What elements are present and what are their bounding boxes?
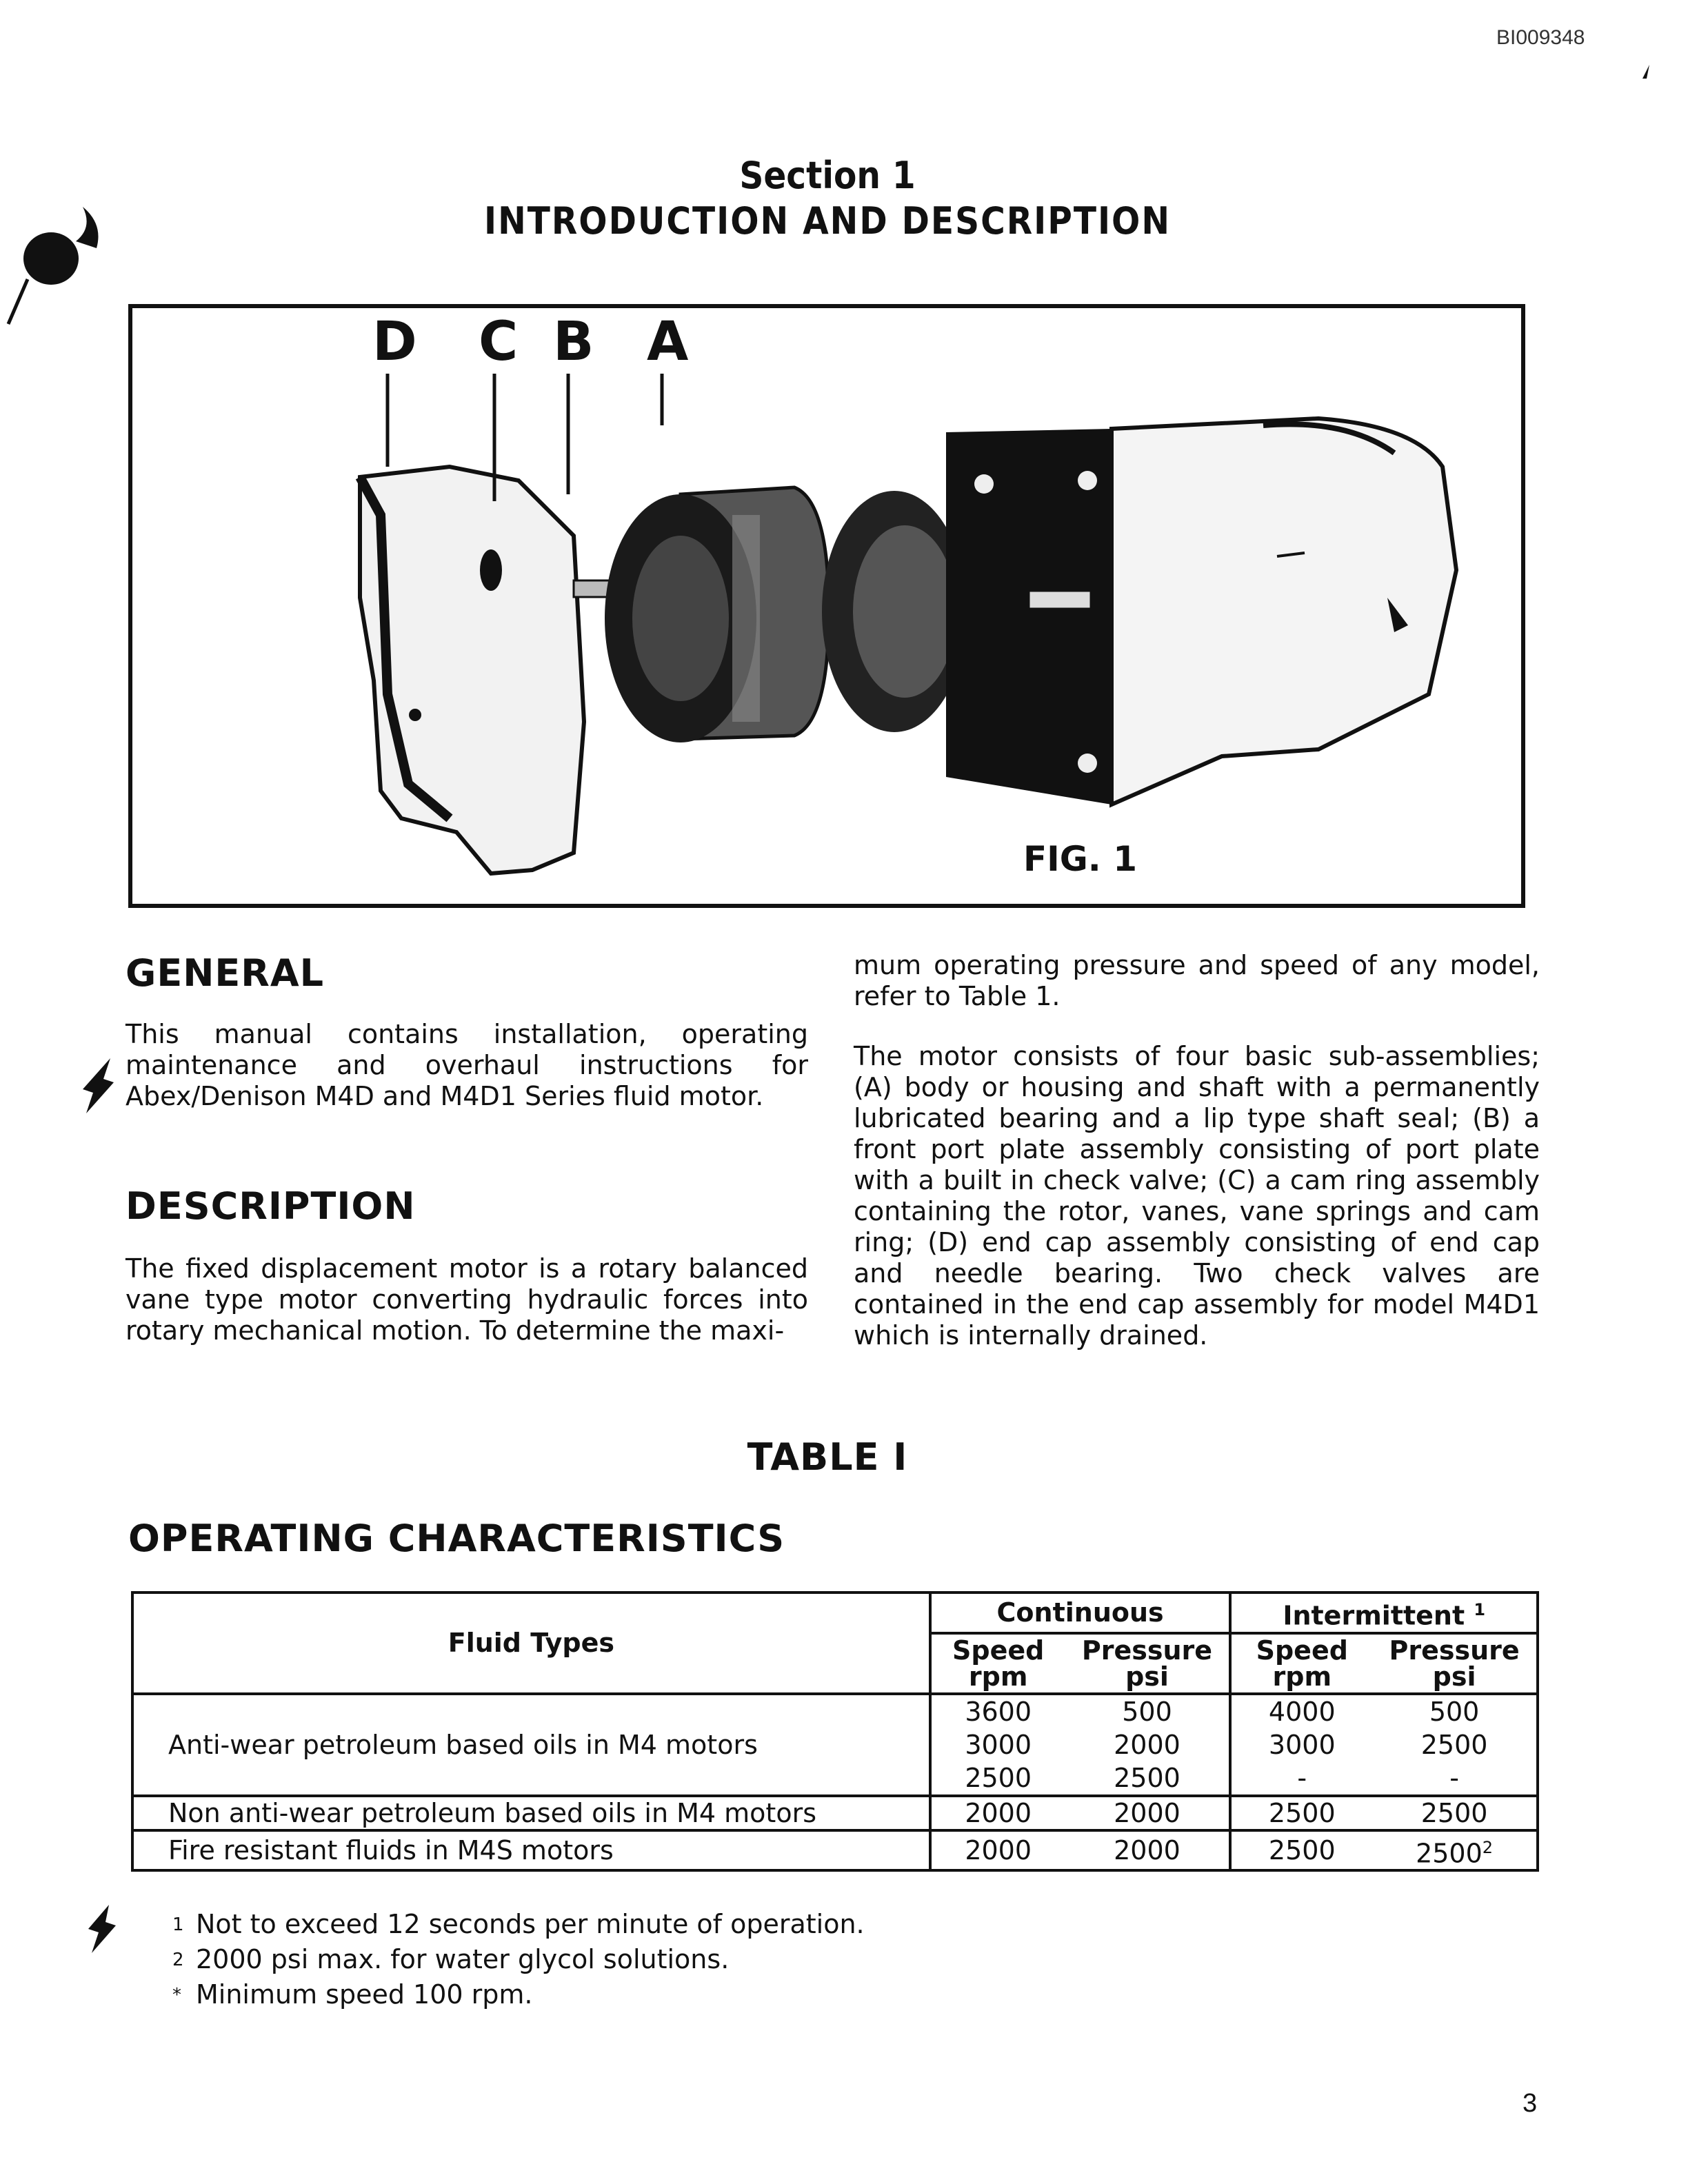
- fluid-types-label: Fluid Types: [448, 1628, 615, 1659]
- table-row: [132, 1694, 1538, 1796]
- value: 4000: [1268, 1696, 1336, 1727]
- footnote-item: [172, 1907, 865, 1942]
- value: 2000: [1114, 1729, 1180, 1760]
- int-pressure-cell: [1372, 1694, 1538, 1796]
- value: 3600: [965, 1696, 1032, 1727]
- cont-pressure-cell: 2000: [1065, 1830, 1231, 1871]
- value: 3000: [1268, 1729, 1336, 1760]
- header-int-speed: [1230, 1633, 1372, 1694]
- value: 2500: [1420, 1729, 1488, 1760]
- figure-label-d: D: [372, 311, 417, 373]
- page-number: 3: [1523, 2089, 1538, 2118]
- cont-speed-cell: 2000: [930, 1796, 1065, 1830]
- section-heading: [0, 153, 1655, 244]
- value: 500: [1122, 1696, 1172, 1727]
- value: 2500: [1114, 1762, 1180, 1793]
- rpm-label: rpm: [968, 1661, 1028, 1692]
- fluid-cell: Anti-wear petroleum based oils in M4 motors: [132, 1694, 930, 1796]
- table-title: TABLE I: [747, 1435, 908, 1479]
- section-number: Section 1: [739, 154, 916, 197]
- motor-exploded-illustration: [132, 308, 1521, 904]
- int-speed-cell: 2500: [1230, 1796, 1372, 1830]
- general-text: This manual contains installation, operating maintenance and overhaul instructions for Abex/Denison M4D and M4D1 Series fluid motor.: [125, 1019, 808, 1111]
- int-pressure-cell: 2500: [1372, 1796, 1538, 1830]
- value: -: [1449, 1762, 1459, 1793]
- cont-speed-cell: [930, 1694, 1065, 1796]
- cont-pressure-cell: 2000: [1065, 1796, 1231, 1830]
- footnote-text: 2000 psi max. for water glycol solutions.: [196, 1944, 730, 1974]
- header-cont-speed: [930, 1633, 1065, 1694]
- cont-pressure-cell: [1065, 1694, 1231, 1796]
- footnote-mark: 1: [172, 1914, 184, 1935]
- header-fluid-types: [132, 1593, 930, 1694]
- header-intermittent: [1230, 1593, 1538, 1633]
- figure-1: [128, 304, 1525, 908]
- figure-label-b: B: [553, 311, 594, 373]
- footnote-text: Not to exceed 12 seconds per minute of operation.: [196, 1909, 865, 1939]
- continuous-label: Continuous: [996, 1597, 1164, 1628]
- cont-speed-cell: 2000: [930, 1830, 1065, 1871]
- int-pressure-cell: [1372, 1830, 1538, 1871]
- value: 2500: [1416, 1838, 1483, 1869]
- pressure-label: Pressure: [1389, 1635, 1520, 1666]
- table-subtitle: OPERATING CHARACTERISTICS: [128, 1517, 785, 1560]
- header-continuous: [930, 1593, 1231, 1633]
- intermittent-label: Intermittent: [1283, 1600, 1465, 1631]
- table-row: [132, 1796, 1538, 1830]
- general-heading: GENERAL: [125, 951, 325, 995]
- speed-label: Speed: [952, 1635, 1045, 1666]
- rpm-label: rpm: [1272, 1661, 1332, 1692]
- header-int-pressure: [1372, 1633, 1538, 1694]
- description-text: The fixed displacement motor is a rotary balanced vane type motor converting hydraulic forces into rotary mechanical motion. To determine the maxi-: [125, 1253, 808, 1346]
- table-row: [132, 1830, 1538, 1871]
- speed-label: Speed: [1256, 1635, 1348, 1666]
- footnote-mark: 2: [1482, 1837, 1494, 1857]
- figure-caption: FIG. 1: [1023, 839, 1137, 879]
- fluid-cell: Fire resistant fluids in M4S motors: [132, 1830, 930, 1871]
- header-cont-pressure: [1065, 1633, 1231, 1694]
- description-heading: DESCRIPTION: [125, 1184, 416, 1228]
- int-speed-cell: 2500: [1230, 1830, 1372, 1871]
- footnote-mark: 2: [172, 1950, 184, 1970]
- margin-mark: [1640, 63, 1654, 81]
- value: 3000: [965, 1729, 1032, 1760]
- footnote-item: [172, 1977, 865, 2012]
- int-speed-cell: [1230, 1694, 1372, 1796]
- footnotes: [172, 1907, 865, 2012]
- document-id: BI009348: [1496, 26, 1585, 49]
- value: -: [1297, 1762, 1307, 1793]
- margin-mark: [79, 1055, 121, 1117]
- section-title: INTRODUCTION AND DESCRIPTION: [484, 199, 1171, 243]
- footnote-mark: *: [172, 1985, 181, 2005]
- margin-mark: [81, 1901, 123, 1957]
- figure-label-c: C: [479, 311, 519, 373]
- value: 500: [1429, 1696, 1480, 1727]
- fluid-cell: Non anti-wear petroleum based oils in M4 motors: [132, 1796, 930, 1830]
- figure-label-a: A: [647, 311, 689, 373]
- sub-assemblies-text: The motor consists of four basic sub-assemblies; (A) body or housing and shaft with a permanently lubricated bearing and a lip type shaft seal; (B) a front port plate assembly consisting of port plate with a built in check valve; (C) a cam ring assembly containing the rotor, vanes, vane springs and cam ring; (D) end cap assembly consisting of end cap and needle bearing. Two check valves are contained in the end cap assembly for model M4D1 which is internally drained.: [854, 1041, 1540, 1351]
- psi-label: psi: [1432, 1661, 1476, 1692]
- pressure-label: Pressure: [1081, 1635, 1213, 1666]
- intermittent-footnote-mark: 1: [1474, 1600, 1486, 1619]
- value: 2500: [965, 1762, 1032, 1793]
- footnote-text: Minimum speed 100 rpm.: [196, 1979, 533, 2010]
- footnote-item: [172, 1942, 865, 1977]
- operating-characteristics-table: [131, 1591, 1539, 1872]
- description-continued: mum operating pressure and speed of any model, refer to Table 1.: [854, 950, 1540, 1011]
- psi-label: psi: [1125, 1661, 1169, 1692]
